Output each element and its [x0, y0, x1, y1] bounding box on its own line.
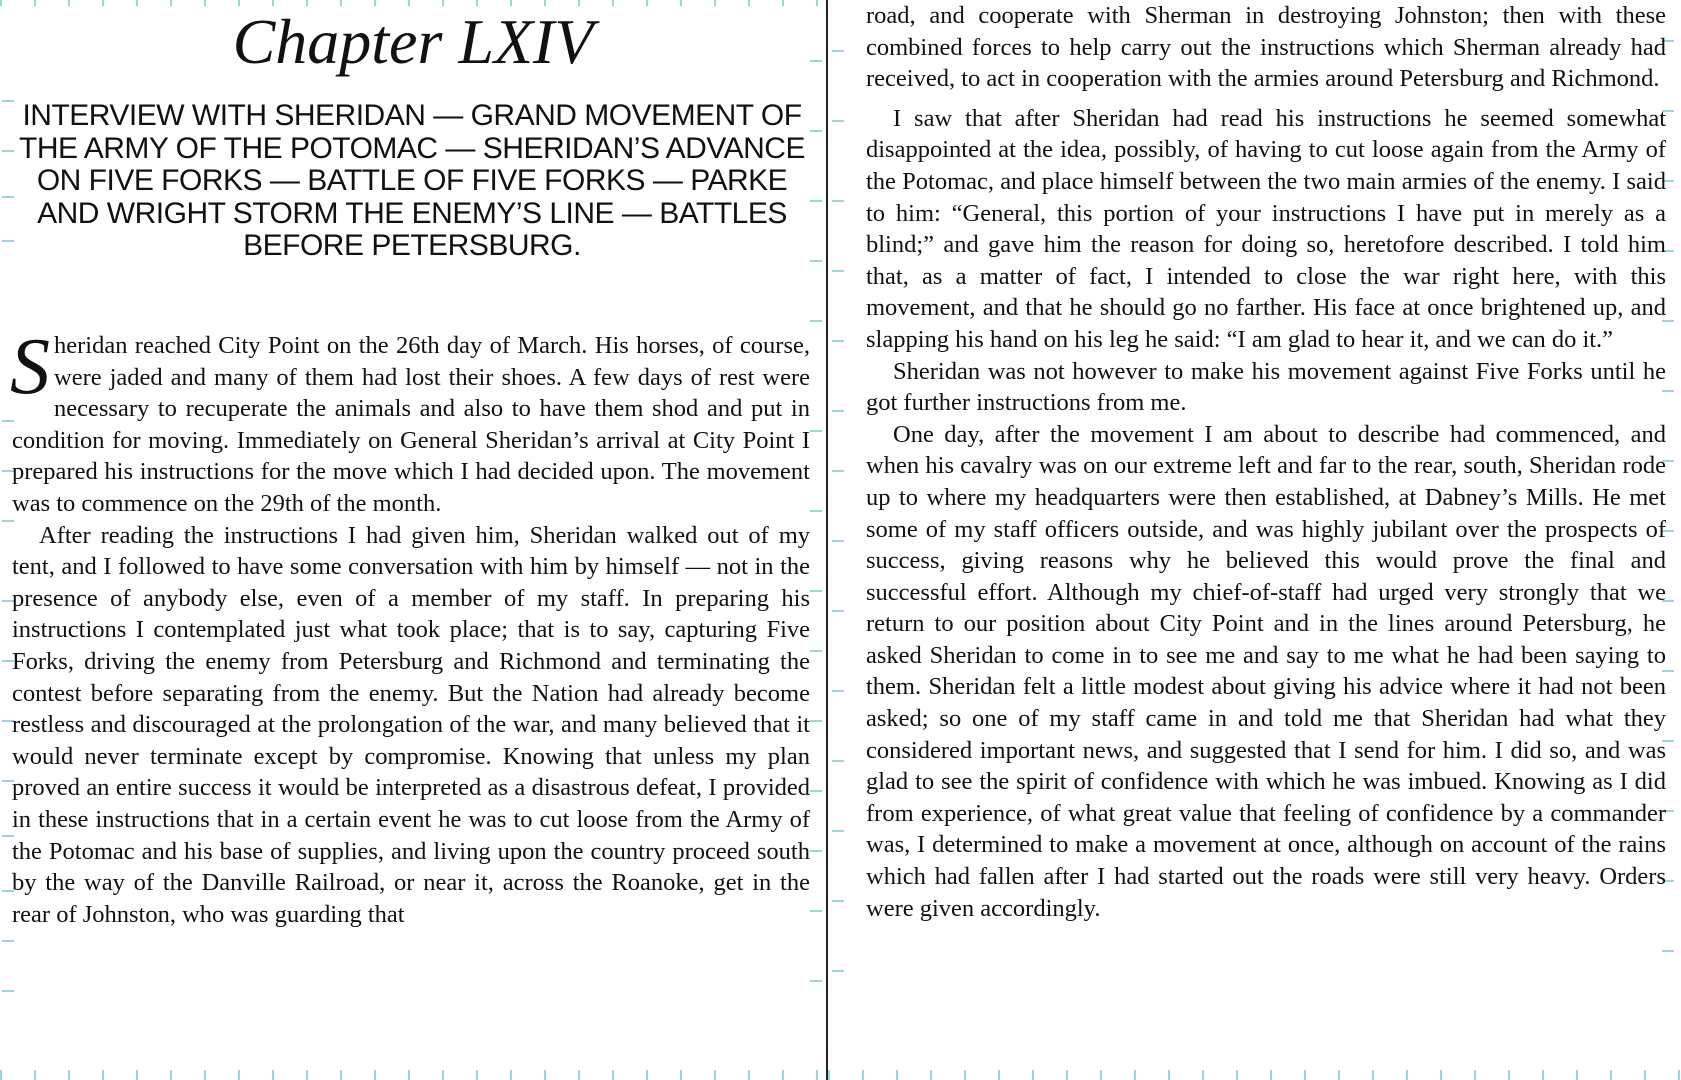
bottom-edge-marks: [828, 1070, 1681, 1080]
paragraph: Sheridan was not however to make his movement against Five Forks until he got further instructions from me.: [866, 357, 1666, 417]
left-column-text: [10, 323, 810, 930]
paragraph: [10, 323, 810, 520]
left-margin-marks: [830, 0, 848, 1080]
drop-cap: S: [10, 323, 50, 411]
paragraph: road, and cooperate with Sherman in destroying Johnston; then with these combined forces to help carry out the instructions which Sherman already had received, to act in cooperation with the armies around Petersburg and Richmond.: [866, 2, 1666, 93]
left-page: [0, 0, 826, 1080]
paragraph: One day, after the movement I am about to describe had commenced, and when his cavalry was on our extreme left and far to the rear, south, Sheridan rode up to where my headquarters were then established, at Dabney’s Mills. He met some of my staff officers outside, and was highly jubilant over the prospects of success, giving reasons why he believed this would prove the final and successful effort. Although my chief-of-staff had urged very strongly that we return to our position about City Point and in the lines around Petersburg, he asked Sheridan to come in to see me and say to me what he had been saying to them. Sheridan felt a little modest about giving his advice where it had not been asked; so one of my staff came in and told me that Sheridan had what they considered important news, and suggested that I send for him. I did so, and was glad to see the spirit of confidence with which he was imbued. Knowing as I did from experience, of what great value that feeling of confidence by a commander was, I determined to make a movement at once, although on account of the rains which had fallen after I had started out the roads were still very heavy. Orders were given accordingly.: [866, 420, 1666, 922]
paragraph-text: heridan reached City Point on the 26th day of March. His horses, of course, were jaded and many of them had lost their shoes. A few days of rest were necessary to recuperate the animals and also to have them shod and put in condition for moving. Immediately on General Sheridan’s arrival at City Point I prepared his instructions for the move which I had decided upon. The movement was to commence on the 29th of the month.: [12, 332, 810, 517]
bottom-edge-marks: [0, 1070, 826, 1080]
right-column-text: [866, 0, 1666, 924]
paragraph: I saw that after Sheridan had read his instructions he seemed somewhat disappointed at the idea, possibly, of having to cut loose again from the Army of the Potomac, and place himself between the two main armies of the enemy. I said to him: “General, this portion of your instructions I have put in merely as a blind;” and gave him the reason for doing so, heretofore described. I told him that, as a matter of fact, I intended to close the war right here, with this movement, and that he should go no farther. His face at once brightened up, and slapping his hand on his leg he said: “I am glad to hear it, and we can do it.”: [866, 104, 1666, 353]
chapter-title: Chapter LXIV: [232, 6, 594, 77]
right-page: [828, 0, 1681, 1080]
paragraph: After reading the instructions I had given him, Sheridan walked out of my tent, and I followed to have some conversation with him by himself — not in the presence of anybody else, even of a member of my staff. In preparing his instructions I contemplated just what took place; that is to say, capturing Five Forks, driving the enemy from Petersburg and Richmond and terminating the contest before separating from the enemy. But the Nation had already become restless and discouraged at the prolongation of the war, and many believed that it would never terminate except by compromise. Knowing that unless my plan proved an entire success it would be interpreted as a disastrous defeat, I provided in these instructions that in a certain event he was to cut loose from the Army of the Potomac and his base of supplies, and living upon the country proceed south by the way of the Danville Railroad, or near it, across the Roanoke, get in the rear of Johnston, who was guarding that: [12, 521, 810, 928]
chapter-subtitle: INTERVIEW WITH SHERIDAN — GRAND MOVEMENT OF THE ARMY OF THE POTOMAC — SHERIDAN’S ADVANCE ON FIVE FORKS — BATTLE OF FIVE FORKS — PARKE AND WRIGHT STORM THE ENEMY’S LINE — BATTLES BEFORE PETERSBURG.: [19, 99, 805, 262]
